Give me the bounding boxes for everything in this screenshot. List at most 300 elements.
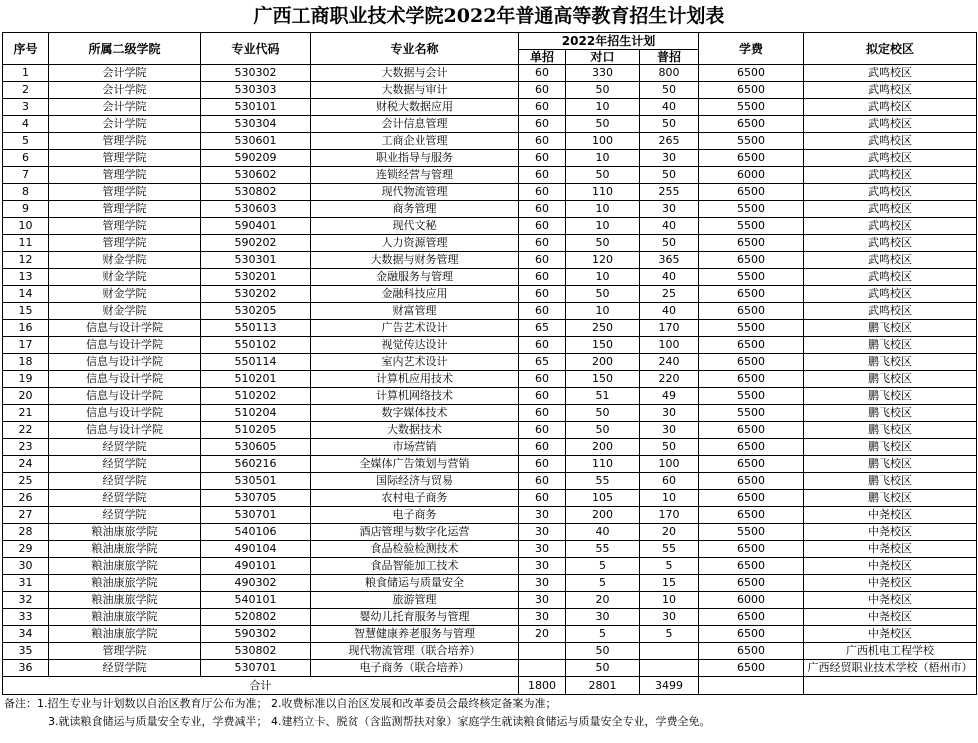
cell-general: 50 — [640, 82, 699, 99]
table-row — [3, 558, 977, 575]
cell-campus: 武鸣校区 — [804, 99, 977, 116]
cell-fee: 6500 — [699, 303, 804, 320]
cell-college: 粮油康旅学院 — [49, 592, 201, 609]
cell-major: 现代文秘 — [311, 218, 519, 235]
cell-general: 30 — [640, 150, 699, 167]
cell-major: 电子商务（联合培养） — [311, 660, 519, 677]
cell-single: 30 — [519, 541, 566, 558]
cell-code: 530302 — [201, 65, 311, 82]
cell-major: 金融服务与管理 — [311, 269, 519, 286]
cell-general: 15 — [640, 575, 699, 592]
cell-seq: 10 — [3, 218, 49, 235]
table-row — [3, 201, 977, 218]
cell-duikou: 20 — [566, 592, 640, 609]
header-major: 专业名称 — [311, 33, 519, 65]
cell-fee: 6500 — [699, 626, 804, 643]
cell-single: 60 — [519, 184, 566, 201]
cell-fee: 6500 — [699, 507, 804, 524]
cell-duikou: 10 — [566, 269, 640, 286]
cell-code: 540101 — [201, 592, 311, 609]
cell-seq: 5 — [3, 133, 49, 150]
cell-code: 530802 — [201, 643, 311, 660]
cell-seq: 13 — [3, 269, 49, 286]
cell-campus: 鹏飞校区 — [804, 490, 977, 507]
cell-single: 30 — [519, 609, 566, 626]
enrollment-plan-table — [2, 32, 977, 695]
total-label: 合计 — [3, 677, 519, 695]
header-duikou: 对口 — [566, 50, 640, 65]
cell-single: 30 — [519, 507, 566, 524]
cell-general: 55 — [640, 541, 699, 558]
cell-college: 财金学院 — [49, 286, 201, 303]
cell-code: 530501 — [201, 473, 311, 490]
cell-general: 49 — [640, 388, 699, 405]
cell-campus: 武鸣校区 — [804, 303, 977, 320]
table-row — [3, 82, 977, 99]
cell-major: 人力资源管理 — [311, 235, 519, 252]
cell-code: 490302 — [201, 575, 311, 592]
cell-fee: 6500 — [699, 422, 804, 439]
table-row — [3, 575, 977, 592]
cell-code: 530603 — [201, 201, 311, 218]
cell-code: 530304 — [201, 116, 311, 133]
cell-college: 财金学院 — [49, 252, 201, 269]
cell-single: 60 — [519, 116, 566, 133]
cell-duikou: 50 — [566, 116, 640, 133]
cell-seq: 36 — [3, 660, 49, 677]
cell-seq: 15 — [3, 303, 49, 320]
cell-seq: 31 — [3, 575, 49, 592]
cell-code: 530701 — [201, 507, 311, 524]
table-row — [3, 473, 977, 490]
cell-duikou: 50 — [566, 82, 640, 99]
cell-single: 65 — [519, 320, 566, 337]
cell-general: 255 — [640, 184, 699, 201]
cell-fee: 5500 — [699, 405, 804, 422]
cell-campus: 武鸣校区 — [804, 252, 977, 269]
cell-college: 粮油康旅学院 — [49, 609, 201, 626]
cell-code: 540106 — [201, 524, 311, 541]
cell-major: 食品检验检测技术 — [311, 541, 519, 558]
header-general: 普招 — [640, 50, 699, 65]
cell-campus: 鹏飞校区 — [804, 422, 977, 439]
table-row — [3, 541, 977, 558]
cell-single: 60 — [519, 235, 566, 252]
cell-fee: 5500 — [699, 269, 804, 286]
cell-code: 530605 — [201, 439, 311, 456]
cell-campus: 鹏飞校区 — [804, 405, 977, 422]
cell-single: 60 — [519, 252, 566, 269]
cell-general: 30 — [640, 422, 699, 439]
header-college: 所属二级学院 — [49, 33, 201, 65]
cell-general: 50 — [640, 439, 699, 456]
cell-major: 计算机网络技术 — [311, 388, 519, 405]
cell-college: 信息与设计学院 — [49, 337, 201, 354]
cell-fee: 6500 — [699, 439, 804, 456]
cell-fee: 6500 — [699, 643, 804, 660]
cell-fee: 5500 — [699, 524, 804, 541]
cell-campus: 武鸣校区 — [804, 184, 977, 201]
cell-campus: 鹏飞校区 — [804, 320, 977, 337]
cell-campus: 广西机电工程学校 — [804, 643, 977, 660]
cell-fee: 6500 — [699, 337, 804, 354]
cell-general: 30 — [640, 201, 699, 218]
cell-major: 婴幼儿托育服务与管理 — [311, 609, 519, 626]
cell-seq: 9 — [3, 201, 49, 218]
cell-college: 会计学院 — [49, 82, 201, 99]
cell-single: 60 — [519, 303, 566, 320]
cell-general: 800 — [640, 65, 699, 82]
cell-campus: 中尧校区 — [804, 507, 977, 524]
cell-major: 广告艺术设计 — [311, 320, 519, 337]
table-row — [3, 388, 977, 405]
cell-fee: 5500 — [699, 99, 804, 116]
cell-single — [519, 660, 566, 677]
cell-campus: 鹏飞校区 — [804, 388, 977, 405]
cell-duikou: 5 — [566, 626, 640, 643]
cell-duikou: 150 — [566, 337, 640, 354]
table-row — [3, 609, 977, 626]
table-row — [3, 354, 977, 371]
cell-seq: 3 — [3, 99, 49, 116]
cell-single: 30 — [519, 524, 566, 541]
table-row — [3, 371, 977, 388]
cell-general: 40 — [640, 99, 699, 116]
table-row — [3, 643, 977, 660]
table-row — [3, 626, 977, 643]
cell-college: 管理学院 — [49, 133, 201, 150]
cell-college: 经贸学院 — [49, 507, 201, 524]
table-row — [3, 303, 977, 320]
cell-duikou: 50 — [566, 405, 640, 422]
cell-campus: 鹏飞校区 — [804, 337, 977, 354]
cell-seq: 24 — [3, 456, 49, 473]
cell-single — [519, 643, 566, 660]
cell-duikou: 10 — [566, 218, 640, 235]
page-title: 广西工商职业技术学院2022年普通高等教育招生计划表 — [253, 5, 725, 27]
cell-duikou: 120 — [566, 252, 640, 269]
cell-major: 酒店管理与数字化运营 — [311, 524, 519, 541]
cell-general: 40 — [640, 303, 699, 320]
cell-fee: 6500 — [699, 184, 804, 201]
cell-duikou: 330 — [566, 65, 640, 82]
cell-duikou: 50 — [566, 660, 640, 677]
cell-fee: 6500 — [699, 541, 804, 558]
cell-fee: 6500 — [699, 609, 804, 626]
table-row — [3, 507, 977, 524]
cell-college: 会计学院 — [49, 116, 201, 133]
cell-code: 590302 — [201, 626, 311, 643]
cell-fee: 6500 — [699, 150, 804, 167]
cell-campus: 武鸣校区 — [804, 269, 977, 286]
cell-campus: 武鸣校区 — [804, 286, 977, 303]
note-line-1: 备注：1.招生专业与计划数以自治区教育厅公布为准； 2.收费标准以自治区发展和改革委员会最终核定备案为准； — [4, 697, 557, 710]
table-row — [3, 184, 977, 201]
cell-duikou: 100 — [566, 133, 640, 150]
cell-single: 60 — [519, 99, 566, 116]
cell-duikou: 40 — [566, 524, 640, 541]
cell-general: 30 — [640, 609, 699, 626]
cell-duikou: 150 — [566, 371, 640, 388]
cell-fee: 6500 — [699, 473, 804, 490]
cell-code: 550102 — [201, 337, 311, 354]
cell-campus: 鹏飞校区 — [804, 456, 977, 473]
cell-college: 经贸学院 — [49, 490, 201, 507]
total-campus-empty — [804, 677, 977, 695]
cell-campus: 中尧校区 — [804, 524, 977, 541]
cell-college: 管理学院 — [49, 184, 201, 201]
cell-duikou: 250 — [566, 320, 640, 337]
cell-single: 60 — [519, 218, 566, 235]
cell-single: 60 — [519, 65, 566, 82]
table-row — [3, 524, 977, 541]
cell-seq: 12 — [3, 252, 49, 269]
cell-campus: 广西经贸职业技术学校（梧州市） — [804, 660, 977, 677]
cell-duikou: 50 — [566, 235, 640, 252]
cell-general — [640, 660, 699, 677]
cell-duikou: 110 — [566, 184, 640, 201]
cell-college: 粮油康旅学院 — [49, 575, 201, 592]
cell-campus: 中尧校区 — [804, 541, 977, 558]
cell-general: 10 — [640, 592, 699, 609]
cell-code: 550114 — [201, 354, 311, 371]
cell-campus: 武鸣校区 — [804, 218, 977, 235]
cell-code: 560216 — [201, 456, 311, 473]
cell-college: 粮油康旅学院 — [49, 541, 201, 558]
cell-major: 财富管理 — [311, 303, 519, 320]
cell-college: 经贸学院 — [49, 660, 201, 677]
cell-major: 财税大数据应用 — [311, 99, 519, 116]
table-row — [3, 65, 977, 82]
cell-duikou: 5 — [566, 558, 640, 575]
cell-college: 会计学院 — [49, 99, 201, 116]
cell-fee: 5500 — [699, 201, 804, 218]
total-duikou: 2801 — [566, 677, 640, 695]
cell-code: 520802 — [201, 609, 311, 626]
cell-fee: 6500 — [699, 116, 804, 133]
cell-single: 60 — [519, 456, 566, 473]
cell-major: 智慧健康养老服务与管理 — [311, 626, 519, 643]
cell-fee: 6000 — [699, 592, 804, 609]
cell-campus: 武鸣校区 — [804, 116, 977, 133]
cell-general: 50 — [640, 167, 699, 184]
cell-code: 530201 — [201, 269, 311, 286]
cell-code: 530601 — [201, 133, 311, 150]
cell-duikou: 5 — [566, 575, 640, 592]
cell-campus: 武鸣校区 — [804, 65, 977, 82]
cell-general: 365 — [640, 252, 699, 269]
cell-general: 25 — [640, 286, 699, 303]
cell-code: 530303 — [201, 82, 311, 99]
cell-college: 管理学院 — [49, 643, 201, 660]
cell-single: 30 — [519, 575, 566, 592]
cell-major: 电子商务 — [311, 507, 519, 524]
cell-college: 管理学院 — [49, 218, 201, 235]
cell-major: 计算机应用技术 — [311, 371, 519, 388]
cell-major: 农村电子商务 — [311, 490, 519, 507]
cell-seq: 17 — [3, 337, 49, 354]
cell-major: 国际经济与贸易 — [311, 473, 519, 490]
cell-single: 60 — [519, 337, 566, 354]
total-row — [3, 677, 977, 695]
cell-general: 100 — [640, 456, 699, 473]
cell-code: 590209 — [201, 150, 311, 167]
cell-code: 590401 — [201, 218, 311, 235]
header-single: 单招 — [519, 50, 566, 65]
cell-major: 粮食储运与质量安全 — [311, 575, 519, 592]
cell-general: 50 — [640, 116, 699, 133]
cell-fee: 6500 — [699, 456, 804, 473]
cell-duikou: 50 — [566, 167, 640, 184]
cell-code: 510205 — [201, 422, 311, 439]
cell-seq: 27 — [3, 507, 49, 524]
cell-duikou: 30 — [566, 609, 640, 626]
header-code: 专业代码 — [201, 33, 311, 65]
cell-general: 30 — [640, 405, 699, 422]
cell-seq: 14 — [3, 286, 49, 303]
cell-seq: 7 — [3, 167, 49, 184]
cell-seq: 6 — [3, 150, 49, 167]
cell-code: 530301 — [201, 252, 311, 269]
cell-fee: 6000 — [699, 167, 804, 184]
cell-single: 60 — [519, 150, 566, 167]
cell-single: 60 — [519, 422, 566, 439]
cell-seq: 34 — [3, 626, 49, 643]
cell-college: 管理学院 — [49, 150, 201, 167]
header-seq: 序号 — [3, 33, 49, 65]
cell-college: 信息与设计学院 — [49, 371, 201, 388]
cell-single: 60 — [519, 133, 566, 150]
cell-major: 市场营销 — [311, 439, 519, 456]
cell-campus: 武鸣校区 — [804, 150, 977, 167]
table-row — [3, 235, 977, 252]
cell-college: 管理学院 — [49, 201, 201, 218]
table-row — [3, 167, 977, 184]
cell-college: 会计学院 — [49, 65, 201, 82]
cell-code: 530705 — [201, 490, 311, 507]
total-fee-empty — [699, 677, 804, 695]
cell-college: 管理学院 — [49, 235, 201, 252]
table-row — [3, 116, 977, 133]
cell-code: 530802 — [201, 184, 311, 201]
table-row — [3, 490, 977, 507]
cell-major: 视觉传达设计 — [311, 337, 519, 354]
cell-seq: 25 — [3, 473, 49, 490]
cell-single: 60 — [519, 82, 566, 99]
cell-single: 65 — [519, 354, 566, 371]
cell-code: 530205 — [201, 303, 311, 320]
cell-single: 60 — [519, 439, 566, 456]
cell-code: 490101 — [201, 558, 311, 575]
cell-duikou: 55 — [566, 473, 640, 490]
cell-seq: 16 — [3, 320, 49, 337]
cell-single: 60 — [519, 201, 566, 218]
cell-single: 30 — [519, 558, 566, 575]
cell-major: 大数据与审计 — [311, 82, 519, 99]
cell-duikou: 50 — [566, 422, 640, 439]
cell-duikou: 200 — [566, 507, 640, 524]
cell-general: 10 — [640, 490, 699, 507]
cell-campus: 中尧校区 — [804, 592, 977, 609]
cell-seq: 21 — [3, 405, 49, 422]
cell-general: 5 — [640, 558, 699, 575]
cell-fee: 6500 — [699, 252, 804, 269]
cell-fee: 6500 — [699, 235, 804, 252]
cell-major: 会计信息管理 — [311, 116, 519, 133]
cell-campus: 武鸣校区 — [804, 133, 977, 150]
cell-fee: 6500 — [699, 82, 804, 99]
cell-seq: 30 — [3, 558, 49, 575]
cell-general: 220 — [640, 371, 699, 388]
cell-seq: 28 — [3, 524, 49, 541]
cell-seq: 20 — [3, 388, 49, 405]
cell-fee: 5500 — [699, 388, 804, 405]
cell-campus: 鹏飞校区 — [804, 439, 977, 456]
cell-general: 60 — [640, 473, 699, 490]
cell-major: 食品智能加工技术 — [311, 558, 519, 575]
cell-single: 60 — [519, 490, 566, 507]
table-row — [3, 99, 977, 116]
cell-duikou: 55 — [566, 541, 640, 558]
cell-major: 现代物流管理 — [311, 184, 519, 201]
cell-major: 大数据与财务管理 — [311, 252, 519, 269]
cell-single: 60 — [519, 473, 566, 490]
cell-seq: 29 — [3, 541, 49, 558]
cell-code: 530101 — [201, 99, 311, 116]
table-row — [3, 456, 977, 473]
cell-fee: 6500 — [699, 354, 804, 371]
cell-college: 信息与设计学院 — [49, 422, 201, 439]
table-row — [3, 439, 977, 456]
cell-seq: 32 — [3, 592, 49, 609]
cell-major: 室内艺术设计 — [311, 354, 519, 371]
cell-code: 490104 — [201, 541, 311, 558]
cell-seq: 23 — [3, 439, 49, 456]
cell-college: 财金学院 — [49, 303, 201, 320]
table-row — [3, 269, 977, 286]
cell-campus: 武鸣校区 — [804, 82, 977, 99]
table-row — [3, 660, 977, 677]
cell-college: 经贸学院 — [49, 473, 201, 490]
cell-college: 信息与设计学院 — [49, 405, 201, 422]
cell-general: 40 — [640, 269, 699, 286]
cell-code: 530602 — [201, 167, 311, 184]
cell-campus: 武鸣校区 — [804, 201, 977, 218]
cell-seq: 35 — [3, 643, 49, 660]
cell-fee: 5500 — [699, 218, 804, 235]
cell-code: 510202 — [201, 388, 311, 405]
table-row — [3, 422, 977, 439]
cell-duikou: 200 — [566, 439, 640, 456]
cell-single: 60 — [519, 405, 566, 422]
notes — [4, 695, 978, 731]
table-row — [3, 218, 977, 235]
cell-general: 20 — [640, 524, 699, 541]
table-row — [3, 286, 977, 303]
cell-major: 连锁经营与管理 — [311, 167, 519, 184]
cell-seq: 8 — [3, 184, 49, 201]
cell-college: 信息与设计学院 — [49, 388, 201, 405]
cell-code: 530202 — [201, 286, 311, 303]
cell-duikou: 51 — [566, 388, 640, 405]
cell-major: 工商企业管理 — [311, 133, 519, 150]
cell-campus: 中尧校区 — [804, 575, 977, 592]
cell-seq: 19 — [3, 371, 49, 388]
total-general: 3499 — [640, 677, 699, 695]
cell-seq: 33 — [3, 609, 49, 626]
cell-fee: 5500 — [699, 133, 804, 150]
cell-duikou: 10 — [566, 303, 640, 320]
